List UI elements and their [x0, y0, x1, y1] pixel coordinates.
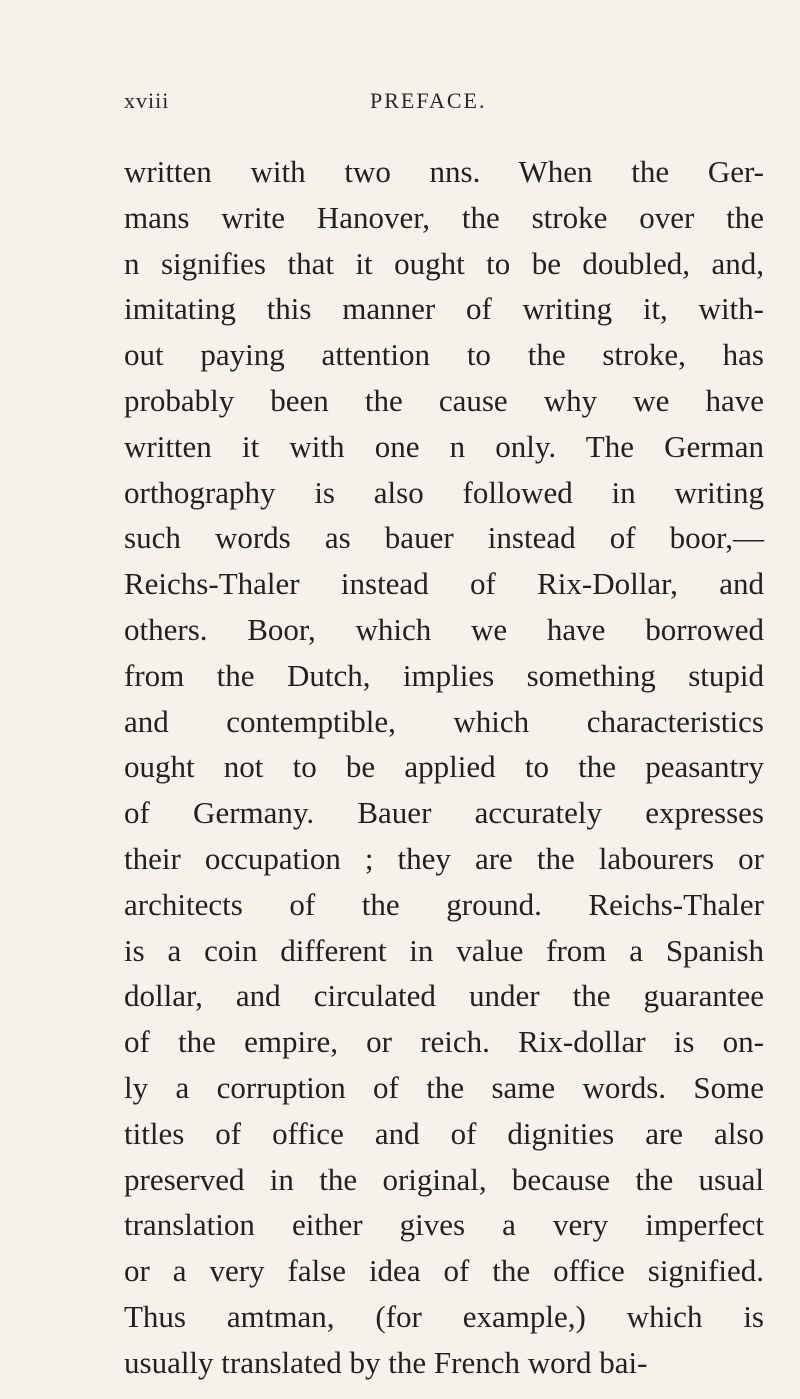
text-line: of the empire, or reich. Rix-dollar is on- — [124, 1024, 764, 1060]
text-line: n signifies that it ought to be doubled, and, — [124, 245, 764, 281]
text-line: ought not to be applied to the peasantry — [124, 749, 764, 785]
text-line: or a very false idea of the office signified. — [124, 1253, 764, 1289]
text-line: others. Boor, which we have borrowed — [124, 611, 764, 647]
text-line: Thus amtman, (for example,) which is — [124, 1298, 764, 1334]
text-line: written it with one n only. The German — [124, 428, 764, 464]
text-line: usually translated by the French word bai- — [124, 1344, 648, 1380]
text-line: architects of the ground. Reichs-Thaler — [124, 886, 764, 922]
text-line: and contemptible, which characteristics — [124, 703, 764, 739]
text-line: from the Dutch, implies something stupid — [124, 657, 764, 693]
text-line: out paying attention to the stroke, has — [124, 337, 764, 373]
text-line: is a coin different in value from a Spanish — [124, 932, 764, 968]
text-line: their occupation ; they are the labourers or — [124, 840, 764, 876]
text-line: probably been the cause why we have — [124, 382, 764, 418]
text-line: Reichs-Thaler instead of Rix-Dollar, and — [124, 566, 764, 602]
running-head: PREFACE. — [370, 88, 487, 113]
text-line: mans write Hanover, the stroke over the — [124, 199, 764, 235]
text-line: dollar, and circulated under the guarantee — [124, 978, 764, 1014]
page-number: xviii — [124, 88, 170, 113]
text-line: written with two nns. When the Ger- — [124, 154, 764, 189]
page-header — [124, 88, 684, 118]
text-line: orthography is also followed in writing — [124, 474, 764, 510]
body-text — [124, 149, 764, 1386]
text-line: ly a corruption of the same words. Some — [124, 1069, 764, 1105]
text-line: such words as bauer instead of boor,— — [124, 520, 764, 556]
text-line: imitating this manner of writing it, with- — [124, 291, 764, 327]
text-line: titles of office and of dignities are also — [124, 1115, 764, 1151]
text-line: of Germany. Bauer accurately expresses — [124, 795, 764, 831]
text-line: translation either gives a very imperfect — [124, 1207, 764, 1243]
text-line: preserved in the original, because the usual — [124, 1161, 764, 1197]
